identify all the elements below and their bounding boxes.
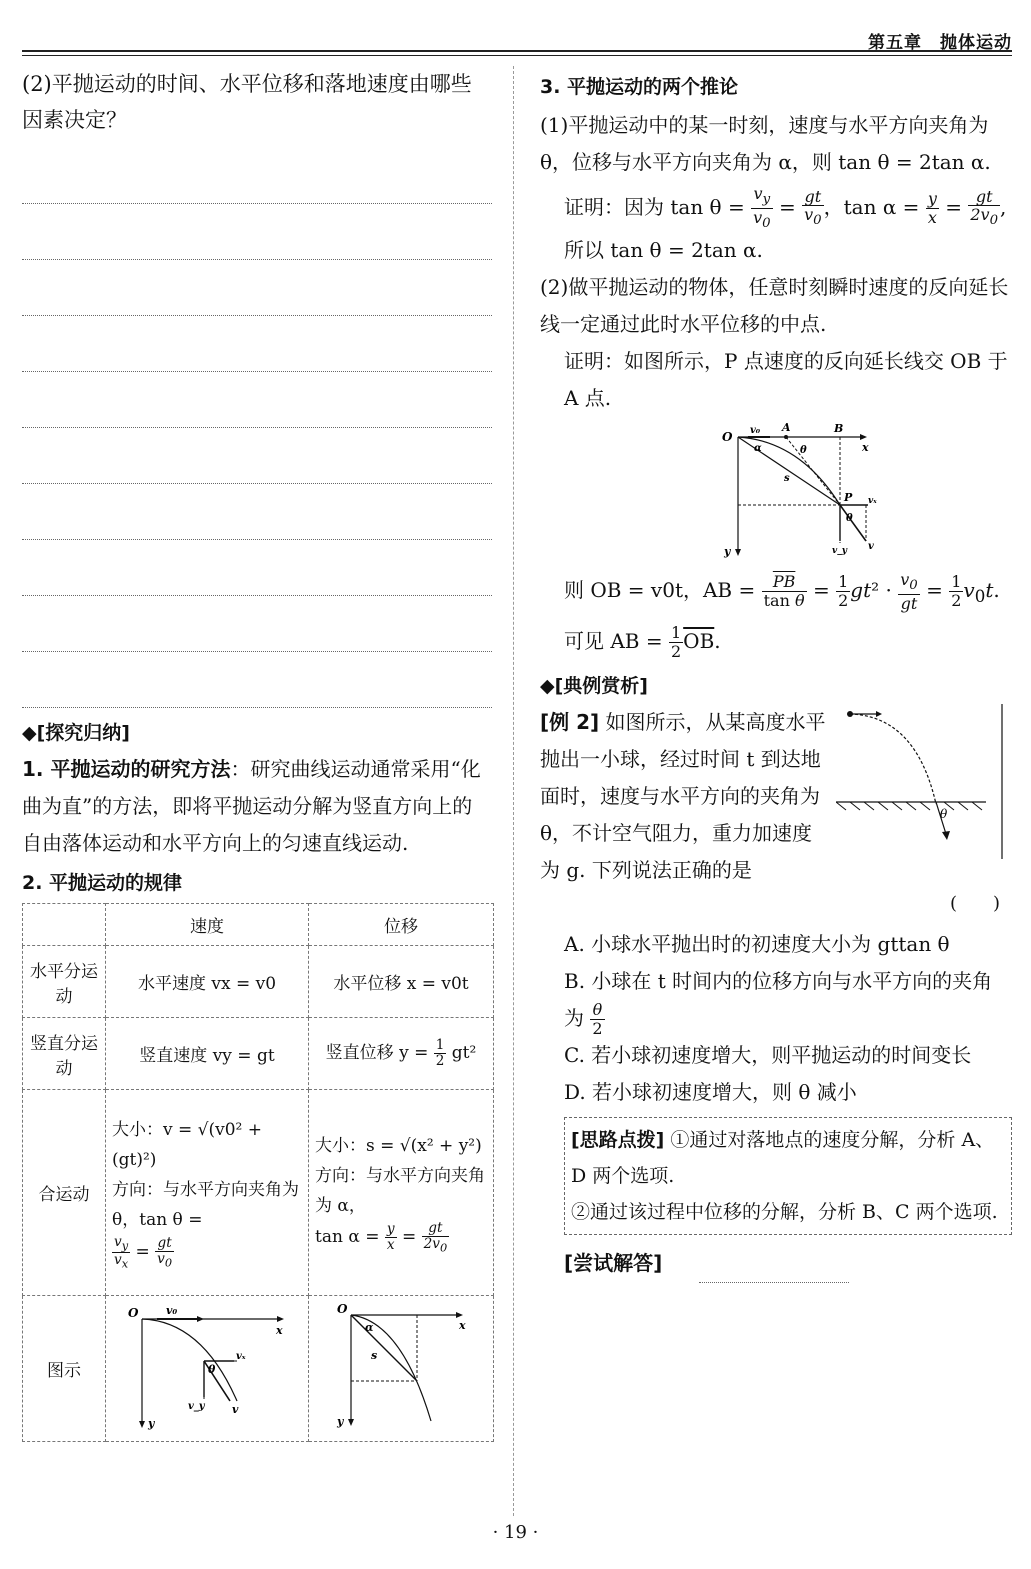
answer-line[interactable] — [22, 260, 492, 316]
svg-text:α: α — [754, 442, 762, 454]
velocity-figure — [106, 1296, 309, 1442]
option-c[interactable]: C. 若小球初速度增大，则平抛运动的时间变长 — [564, 1043, 972, 1068]
svg-text:θ: θ — [800, 444, 807, 456]
svg-text:θ: θ — [208, 1363, 216, 1376]
row-header-vertical: 竖直分运动 — [23, 1018, 106, 1090]
question-2: (2)平抛运动的时间、水平位移和落地速度由哪些因素决定？ — [22, 72, 472, 132]
svg-text:O: O — [337, 1302, 348, 1316]
col-header-velocity: 速度 — [106, 904, 309, 946]
svg-text:α: α — [365, 1321, 374, 1334]
section-3-title: 3. 平抛运动的两个推论 — [540, 76, 739, 98]
col-header-displacement: 位移 — [309, 904, 494, 946]
svg-text:v: v — [232, 1403, 239, 1416]
item1-text: ：研究曲线运动通常采用“化曲为直”的方法，即将平抛运动分解为竖直方向上的自由落体运动和水平方向上的匀速直线运动. — [22, 757, 481, 855]
row-header-horizontal: 水平分运动 — [23, 946, 106, 1018]
hint-2: ②通过该过程中位移的分解，分析 B、C 两个选项. — [571, 1201, 998, 1224]
chapter-title: 第五章 抛体运动 — [868, 33, 1012, 53]
svg-text:y: y — [724, 544, 731, 558]
horizontal-displacement: 水平位移 x = v0t — [309, 946, 494, 1018]
svg-text:v₀: v₀ — [750, 424, 761, 436]
try-answer: [尝试解答] — [540, 1245, 1012, 1283]
svg-text:B: B — [834, 422, 844, 435]
svg-text:x: x — [276, 1324, 283, 1337]
reverse-extension-diagram — [720, 423, 880, 563]
hint-box — [564, 1117, 1012, 1235]
example-2 — [540, 704, 1012, 926]
answer-line[interactable] — [22, 204, 492, 260]
svg-text:x: x — [459, 1319, 466, 1332]
svg-text:v: v — [868, 540, 874, 552]
svg-text:v_y: v_y — [188, 1401, 205, 1412]
row-header-combined: 合运动 — [23, 1090, 106, 1296]
horizontal-velocity: 水平速度 vx = v0 — [106, 946, 309, 1018]
proof-1-conclusion: 所以 tan θ = 2tan α. — [564, 237, 763, 262]
vertical-velocity: 竖直速度 vy = gt — [106, 1018, 309, 1090]
svg-text:A: A — [782, 422, 791, 434]
page-number: · 19 · — [492, 1522, 539, 1543]
answer-line[interactable] — [22, 484, 492, 540]
svg-text:O: O — [128, 1306, 139, 1320]
svg-text:s: s — [784, 472, 790, 484]
column-divider — [513, 66, 514, 1516]
displacement-figure — [309, 1296, 494, 1442]
svg-text:s: s — [371, 1349, 378, 1362]
combined-velocity: 大小：v = √(v0² + (gt)²) 方向：与水平方向夹角为 θ，tan θ = $\frac{v_y}{v_x}$ = $\frac{gt}{v_0}$ — [106, 1090, 309, 1296]
answer-line[interactable] — [22, 372, 492, 428]
corollary-2: (2)做平抛运动的物体，任意时刻瞬时速度的反向延长线一定通过此时水平位移的中点. — [540, 274, 1009, 336]
svg-text:vₓ: vₓ — [868, 495, 877, 506]
example-heading: ◆[典例赏析] — [540, 674, 648, 697]
conclusion-ab: 可见 AB = $\frac{1}{2}$ $\overline{OB}$. — [564, 623, 721, 661]
option-a[interactable]: A. 小球水平抛出时的初速度大小为 gttan θ — [564, 931, 950, 956]
proof-1: 证明：因为 tan θ = $\frac{v_y}{v_0}$ = $\frac{gt}{v_0}$ ，tan α = $\frac{y}{x}$ = $\frac{gt}{2v_0}$ , — [564, 184, 1007, 232]
projectile-law-table — [22, 903, 494, 1442]
explore-heading: ◆[探究归纳] — [22, 722, 130, 744]
answer-line[interactable] — [22, 428, 492, 484]
try-answer-line[interactable] — [699, 1245, 849, 1283]
answer-line[interactable] — [22, 540, 492, 596]
svg-text:v_y: v_y — [832, 545, 847, 556]
option-b[interactable]: B. 小球在 t 时间内的位移方向与水平方向的夹角为 $\frac{\theta}{2}$ — [564, 968, 993, 1038]
combined-displacement: 大小：s = √(x² + y²) 方向：与水平方向夹角为 α， tan α = $\frac{y}{x}$ = $\frac{gt}{2v_0}$ — [309, 1090, 494, 1296]
svg-text:θ: θ — [846, 512, 853, 524]
svg-text:x: x — [862, 440, 869, 454]
velocity-decomposition-diagram — [122, 1301, 292, 1431]
answer-line[interactable] — [22, 652, 492, 708]
svg-text:vₓ: vₓ — [236, 1351, 246, 1362]
left-column — [22, 66, 492, 1442]
item2-title: 2. 平抛运动的规律 — [22, 872, 183, 894]
row-header-figure: 图示 — [23, 1296, 106, 1442]
svg-text:P: P — [844, 490, 853, 504]
header-rule — [22, 55, 1012, 56]
proof-2: 证明：如图所示，P 点速度的反向延长线交 OB 于 A 点. — [564, 348, 1008, 410]
svg-text:y: y — [148, 1417, 155, 1430]
hint-1: ①通过对落地点的速度分解，分析 A、D 两个选项. — [571, 1129, 995, 1188]
example-diagram — [836, 704, 1014, 864]
answer-paren[interactable]: ( ) — [950, 892, 1001, 914]
svg-text:v₀: v₀ — [166, 1304, 178, 1317]
corollary-figure — [540, 423, 1012, 567]
page-header — [22, 22, 1012, 52]
corollary-1: (1)平抛运动中的某一时刻，速度与水平方向夹角为 θ，位移与水平方向夹角为 α，则 tan θ = 2tan α. — [540, 113, 991, 174]
svg-text:y: y — [337, 1415, 344, 1428]
item1-title: 1. 平抛运动的研究方法 — [22, 757, 231, 781]
answer-line[interactable] — [22, 148, 492, 204]
svg-text:O: O — [722, 429, 733, 444]
answer-line[interactable] — [22, 596, 492, 652]
vertical-displacement: 竖直位移 y = $\frac{1}{2}$ gt² — [309, 1018, 494, 1090]
option-d[interactable]: D. 若小球初速度增大，则 θ 减小 — [564, 1080, 857, 1105]
right-column — [540, 66, 1012, 1283]
hint-title: [思路点拨] — [571, 1129, 665, 1152]
example-text: [例 2] 如图所示，从某高度水平抛出一小球，经过时间 t 到达地面时，速度与水平方向的夹角为 θ，不计空气阻力，重力加速度为 g. 下列说法正确的是 — [540, 709, 826, 882]
derivation-ab: 则 OB = v0t，AB = $\frac{\overline{PB}}{\text{tan θ}}$ = $\frac{1}{2}$ gt² · $\frac{v_0}{gt}$ = $\frac{1}{2}$ $v_0t$. — [564, 569, 1000, 613]
svg-text:θ: θ — [940, 806, 948, 821]
answer-line[interactable] — [22, 316, 492, 372]
displacement-decomposition-diagram — [321, 1301, 481, 1431]
